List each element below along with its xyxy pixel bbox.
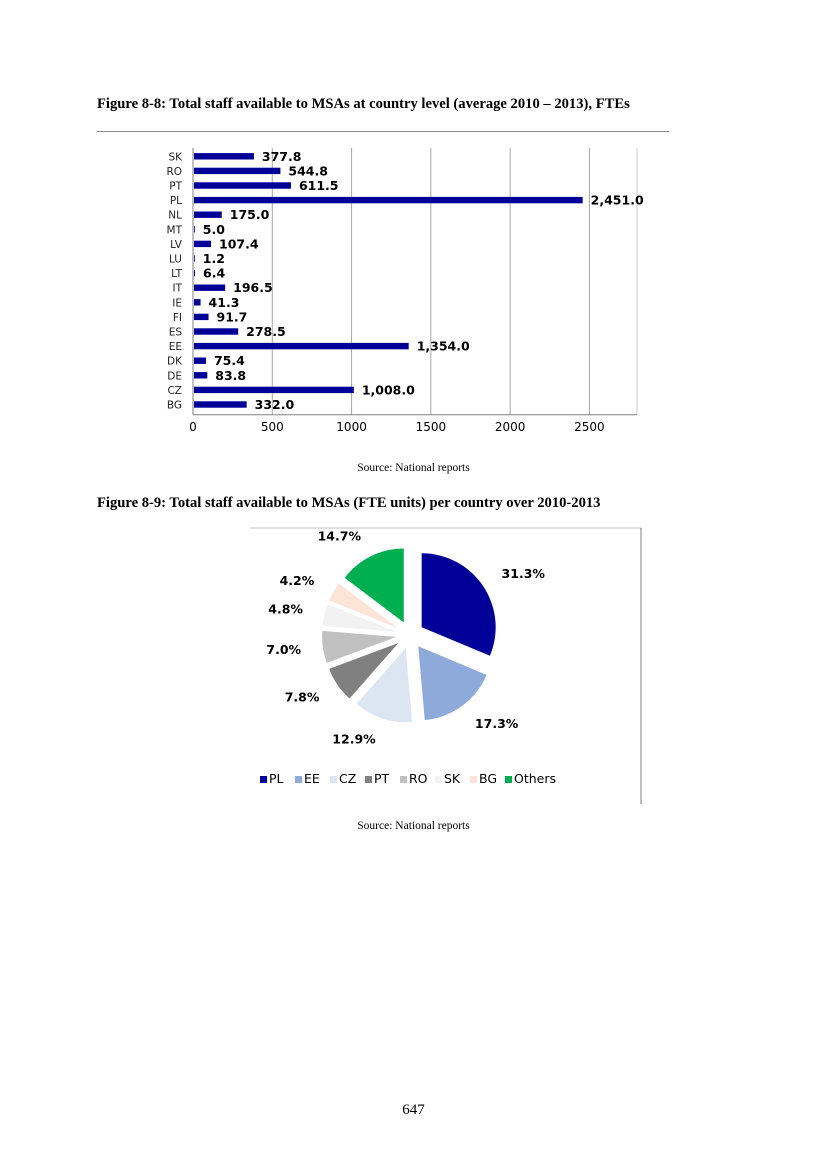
legend-label: CZ [339, 771, 357, 786]
bar-lv [194, 241, 211, 247]
bar-dk [194, 358, 206, 364]
figure-8-8-caption: Figure 8-8: Total staff available to MSAs at country level (average 2010 – 2013), FTEs [97, 96, 630, 112]
category-label: DE [167, 370, 182, 383]
bar-sk [194, 153, 254, 159]
slice-label: 31.3% [501, 566, 545, 582]
category-label: CZ [167, 384, 182, 397]
category-label: IE [172, 297, 182, 310]
category-label: EE [168, 341, 182, 354]
value-label: 2,451.0 [590, 192, 644, 208]
category-label: LV [170, 238, 182, 251]
legend-label: EE [304, 771, 320, 786]
figure-8-9-caption: Figure 8-9: Total staff available to MSAs (FTE units) per country over 2010-2013 [97, 495, 601, 511]
legend-label: PL [269, 771, 284, 786]
x-tick-label: 0 [189, 419, 197, 434]
value-label: 544.8 [288, 163, 328, 179]
legend-swatch [330, 776, 337, 783]
x-tick-label: 2500 [574, 419, 605, 434]
legend-swatch [365, 776, 372, 783]
slice-label: 14.7% [317, 528, 361, 544]
slice-ee [418, 646, 486, 720]
value-label: 83.8 [215, 367, 247, 383]
legend-label: SK [444, 771, 461, 786]
value-label: 332.0 [254, 397, 295, 412]
legend-label: PT [374, 771, 390, 786]
slice-label: 4.2% [279, 572, 315, 588]
category-label: BG [166, 399, 182, 412]
legend-swatch [505, 776, 512, 783]
figure-8-9-source: Source: National reports [357, 820, 470, 832]
slice-label: 4.8% [268, 601, 303, 617]
bar-ro [194, 168, 280, 174]
category-label: LU [168, 253, 182, 266]
category-label: PL [169, 195, 182, 208]
bar-ie [194, 299, 201, 305]
bar-pl [194, 197, 583, 203]
value-label: 6.4 [203, 265, 226, 281]
value-label: 1,354.0 [416, 338, 470, 354]
slice-label: 12.9% [332, 731, 376, 747]
category-label: IT [172, 282, 182, 295]
bar-de [194, 372, 207, 378]
legend-label: Others [514, 771, 557, 786]
x-tick-label: 1000 [336, 419, 367, 434]
legend-swatch [295, 776, 302, 783]
staff-pie-chart [250, 524, 650, 804]
legend-swatch [400, 776, 407, 783]
bar-pt [194, 182, 291, 188]
bar-fi [194, 314, 209, 320]
page-number: 647 [402, 1102, 425, 1118]
value-label: 107.4 [219, 236, 259, 252]
category-label: MT [166, 224, 182, 237]
bar-es [194, 328, 238, 334]
legend-label: BG [479, 771, 498, 786]
slice-label: 7.0% [266, 642, 302, 658]
category-label: SK [168, 151, 182, 164]
caption-rule [97, 131, 669, 132]
value-label: 611.5 [298, 178, 339, 193]
value-label: 196.5 [233, 280, 273, 296]
x-tick-label: 1500 [415, 419, 447, 434]
value-label: 75.4 [213, 353, 245, 369]
category-label: NL [168, 209, 182, 222]
bar-cz [194, 387, 354, 393]
legend-label: RO [409, 771, 428, 786]
bar-bg [194, 401, 247, 407]
staff-bar-chart [150, 140, 650, 445]
bar-lt [194, 270, 195, 276]
category-label: FI [172, 311, 182, 324]
legend-swatch [470, 776, 477, 783]
value-label: 377.8 [261, 148, 302, 164]
legend-swatch [260, 776, 267, 783]
category-label: PT [169, 180, 182, 193]
slice-label: 17.3% [474, 715, 519, 731]
value-label: 41.3 [208, 294, 240, 310]
value-label: 5.0 [202, 221, 225, 237]
x-tick-label: 2000 [494, 419, 526, 434]
bar-mt [194, 226, 195, 232]
value-label: 91.7 [216, 309, 248, 325]
legend-swatch [435, 776, 442, 783]
value-label: 278.5 [246, 324, 286, 339]
slice-pl [422, 553, 496, 656]
value-label: 1.2 [202, 251, 225, 266]
bar-ee [194, 343, 409, 349]
category-label: DK [167, 355, 182, 368]
category-label: RO [166, 165, 182, 178]
bar-lu [194, 255, 195, 261]
value-label: 1,008.0 [361, 382, 415, 398]
slice-label: 7.8% [284, 689, 320, 705]
bar-nl [194, 212, 222, 218]
x-tick-label: 500 [260, 419, 284, 434]
bar-it [194, 285, 225, 291]
value-label: 175.0 [229, 207, 270, 223]
category-label: ES [168, 326, 182, 339]
figure-8-8-source: Source: National reports [357, 462, 470, 474]
category-label: LT [171, 268, 182, 281]
